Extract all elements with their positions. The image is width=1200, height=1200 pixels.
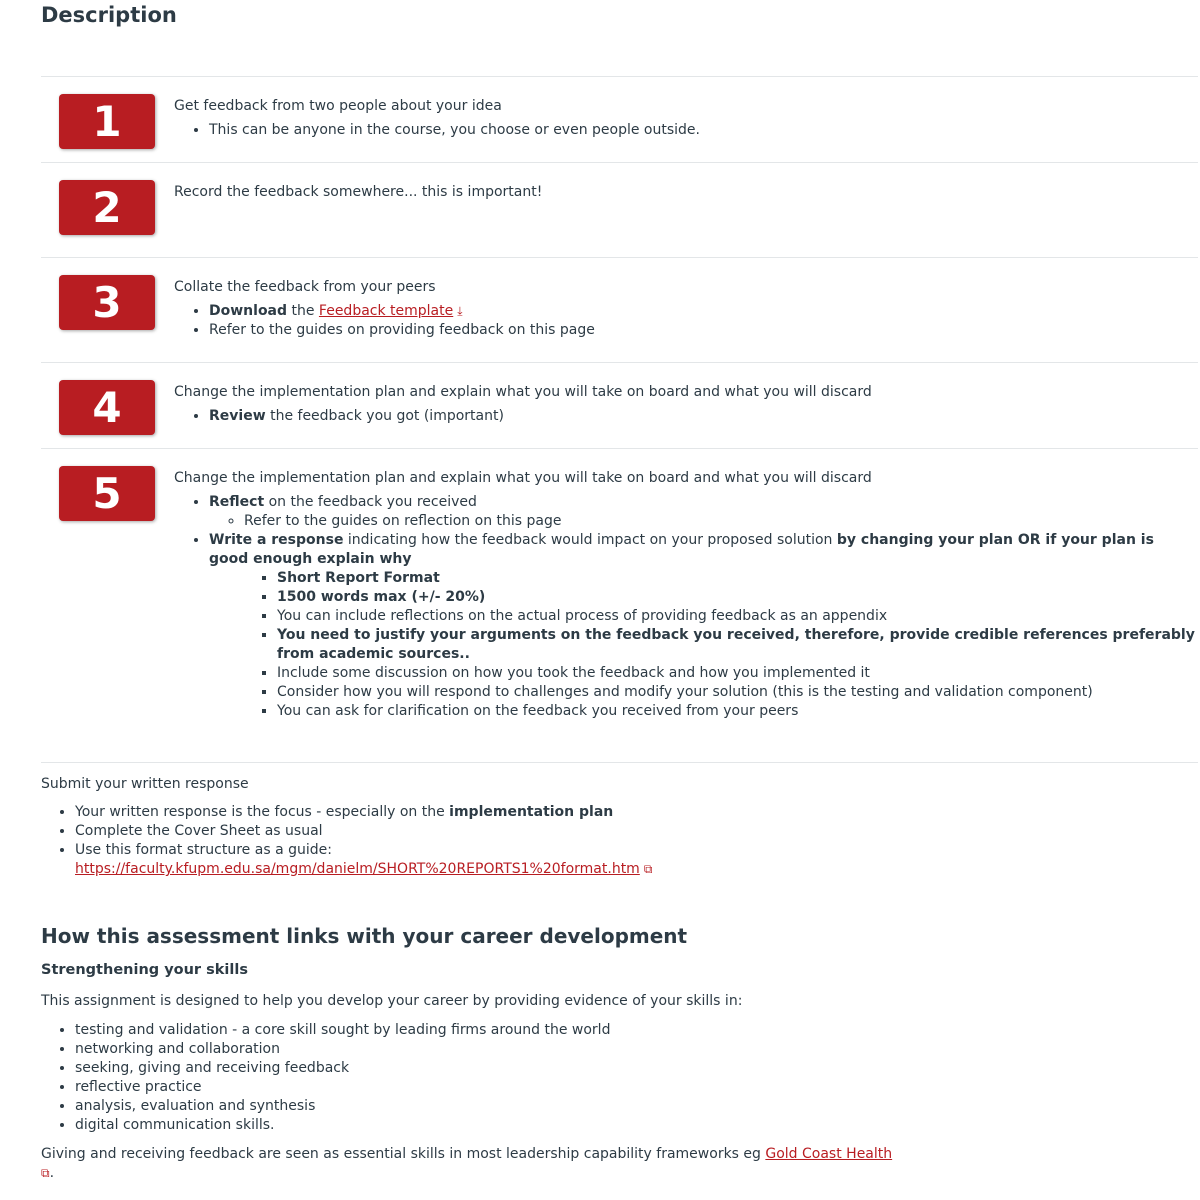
bold-text: Short Report Format (277, 570, 440, 586)
career-closing (41, 1145, 1191, 1183)
bold-text: You need to justify your arguments on the feedback you received, therefore, provide credible references preferably from academic sources.. (277, 627, 1195, 662)
list-item (209, 531, 1198, 721)
skills-subheading: Strengthening your skills (41, 962, 248, 978)
closing-end: . (49, 1165, 55, 1181)
list-item: • This can be anyone in the course, you choose or even people outside. (209, 121, 1198, 140)
list-item: ▪ You can ask for clarification on the feedback you received from your peers (277, 702, 1198, 721)
description-heading: Description (41, 3, 177, 27)
gold-coast-health-link[interactable]: Gold Coast Health (765, 1146, 893, 1162)
list-item (209, 407, 1198, 426)
step-number-badge: 2 (59, 180, 155, 235)
submit-section (41, 775, 1191, 879)
step-row-3 (41, 258, 1198, 363)
download-icon[interactable]: ⤓ (457, 304, 463, 318)
step-row-5 (41, 449, 1198, 763)
bold-text: by changing your plan OR if your plan is good enough explain why (209, 532, 1154, 567)
list-item: ◦ Refer to the guides on reflection on this page (244, 512, 1198, 531)
list-item: ▪ You can include reflections on the actual process of providing feedback as an appendix (277, 607, 1198, 626)
external-link-icon[interactable]: ⧉ (643, 862, 653, 876)
list-item: ▪ Consider how you will respond to challenges and modify your solution (this is the testing and validation component) (277, 683, 1198, 702)
list-item (75, 841, 1191, 879)
step-text: Change the implementation plan and explain what you will take on board and what you will discard (174, 384, 872, 400)
step-text: Collate the feedback from your peers (174, 279, 436, 295)
format-structure-link[interactable]: https://faculty.kfupm.edu.sa/mgm/danielm/SHORT%20REPORTS1%20format.htm (75, 861, 640, 877)
step-content (174, 383, 1198, 426)
list-item: • Refer to the guides on providing feedback on this page (209, 321, 1198, 340)
steps-table (41, 76, 1198, 763)
career-intro: This assignment is designed to help you develop your career by providing evidence of your skills in: (41, 993, 743, 1009)
bold-text: implementation plan (449, 804, 614, 820)
step-text: Record the feedback somewhere... this is important! (174, 184, 543, 200)
bold-text: 1500 words max (+/- 20%) (277, 589, 486, 605)
career-section (41, 992, 1191, 1183)
list-item: • seeking, giving and receiving feedback (75, 1059, 1191, 1078)
step-number-badge: 5 (59, 466, 155, 521)
bold-text: Write a response (209, 532, 344, 548)
list-item: • Complete the Cover Sheet as usual (75, 822, 1191, 841)
list-text: on the feedback you received (264, 494, 477, 510)
step-content (174, 97, 1198, 140)
list-text: Your written response is the focus - especially on the (75, 804, 450, 820)
bold-text: Download (209, 303, 288, 319)
list-item: • networking and collaboration (75, 1040, 1191, 1059)
step-text: Change the implementation plan and explain what you will take on board and what you will discard (174, 470, 872, 486)
closing-text: Giving and receiving feedback are seen as essential skills in most leadership capability frameworks eg (41, 1146, 766, 1162)
feedback-template-link[interactable]: Feedback template (318, 303, 454, 319)
step-row-2 (41, 163, 1198, 258)
external-link-icon[interactable]: ⧉ (41, 1166, 50, 1180)
list-item (209, 493, 1198, 531)
list-item: • testing and validation - a core skill sought by leading firms around the world (75, 1021, 1191, 1040)
list-item (75, 803, 1191, 822)
step-content (174, 278, 1198, 340)
list-text: the (287, 303, 319, 319)
step-number-badge: 1 (59, 94, 155, 149)
step-number-badge: 3 (59, 275, 155, 330)
step-row-1 (41, 77, 1198, 163)
list-item: ▪ Include some discussion on how you took the feedback and how you implemented it (277, 664, 1198, 683)
list-item: • reflective practice (75, 1078, 1191, 1097)
step-text: Get feedback from two people about your idea (174, 98, 502, 114)
step-content (174, 469, 1198, 721)
bold-text: Review (209, 408, 266, 424)
list-item: • analysis, evaluation and synthesis (75, 1097, 1191, 1116)
list-item (277, 626, 1198, 664)
submit-intro: Submit your written response (41, 776, 249, 792)
step-row-4 (41, 363, 1198, 449)
list-item: • digital communication skills. (75, 1116, 1191, 1135)
career-heading: How this assessment links with your career development (41, 924, 688, 948)
bold-text: Reflect (209, 494, 265, 510)
list-item (277, 569, 1198, 588)
list-text: indicating how the feedback would impact on your proposed solution (343, 532, 837, 548)
step-number-badge: 4 (59, 380, 155, 435)
step-content (174, 183, 1198, 202)
list-item (277, 588, 1198, 607)
list-text: Use this format structure as a guide: (75, 842, 332, 858)
list-text: the feedback you got (important) (265, 408, 504, 424)
list-item (209, 302, 1198, 321)
